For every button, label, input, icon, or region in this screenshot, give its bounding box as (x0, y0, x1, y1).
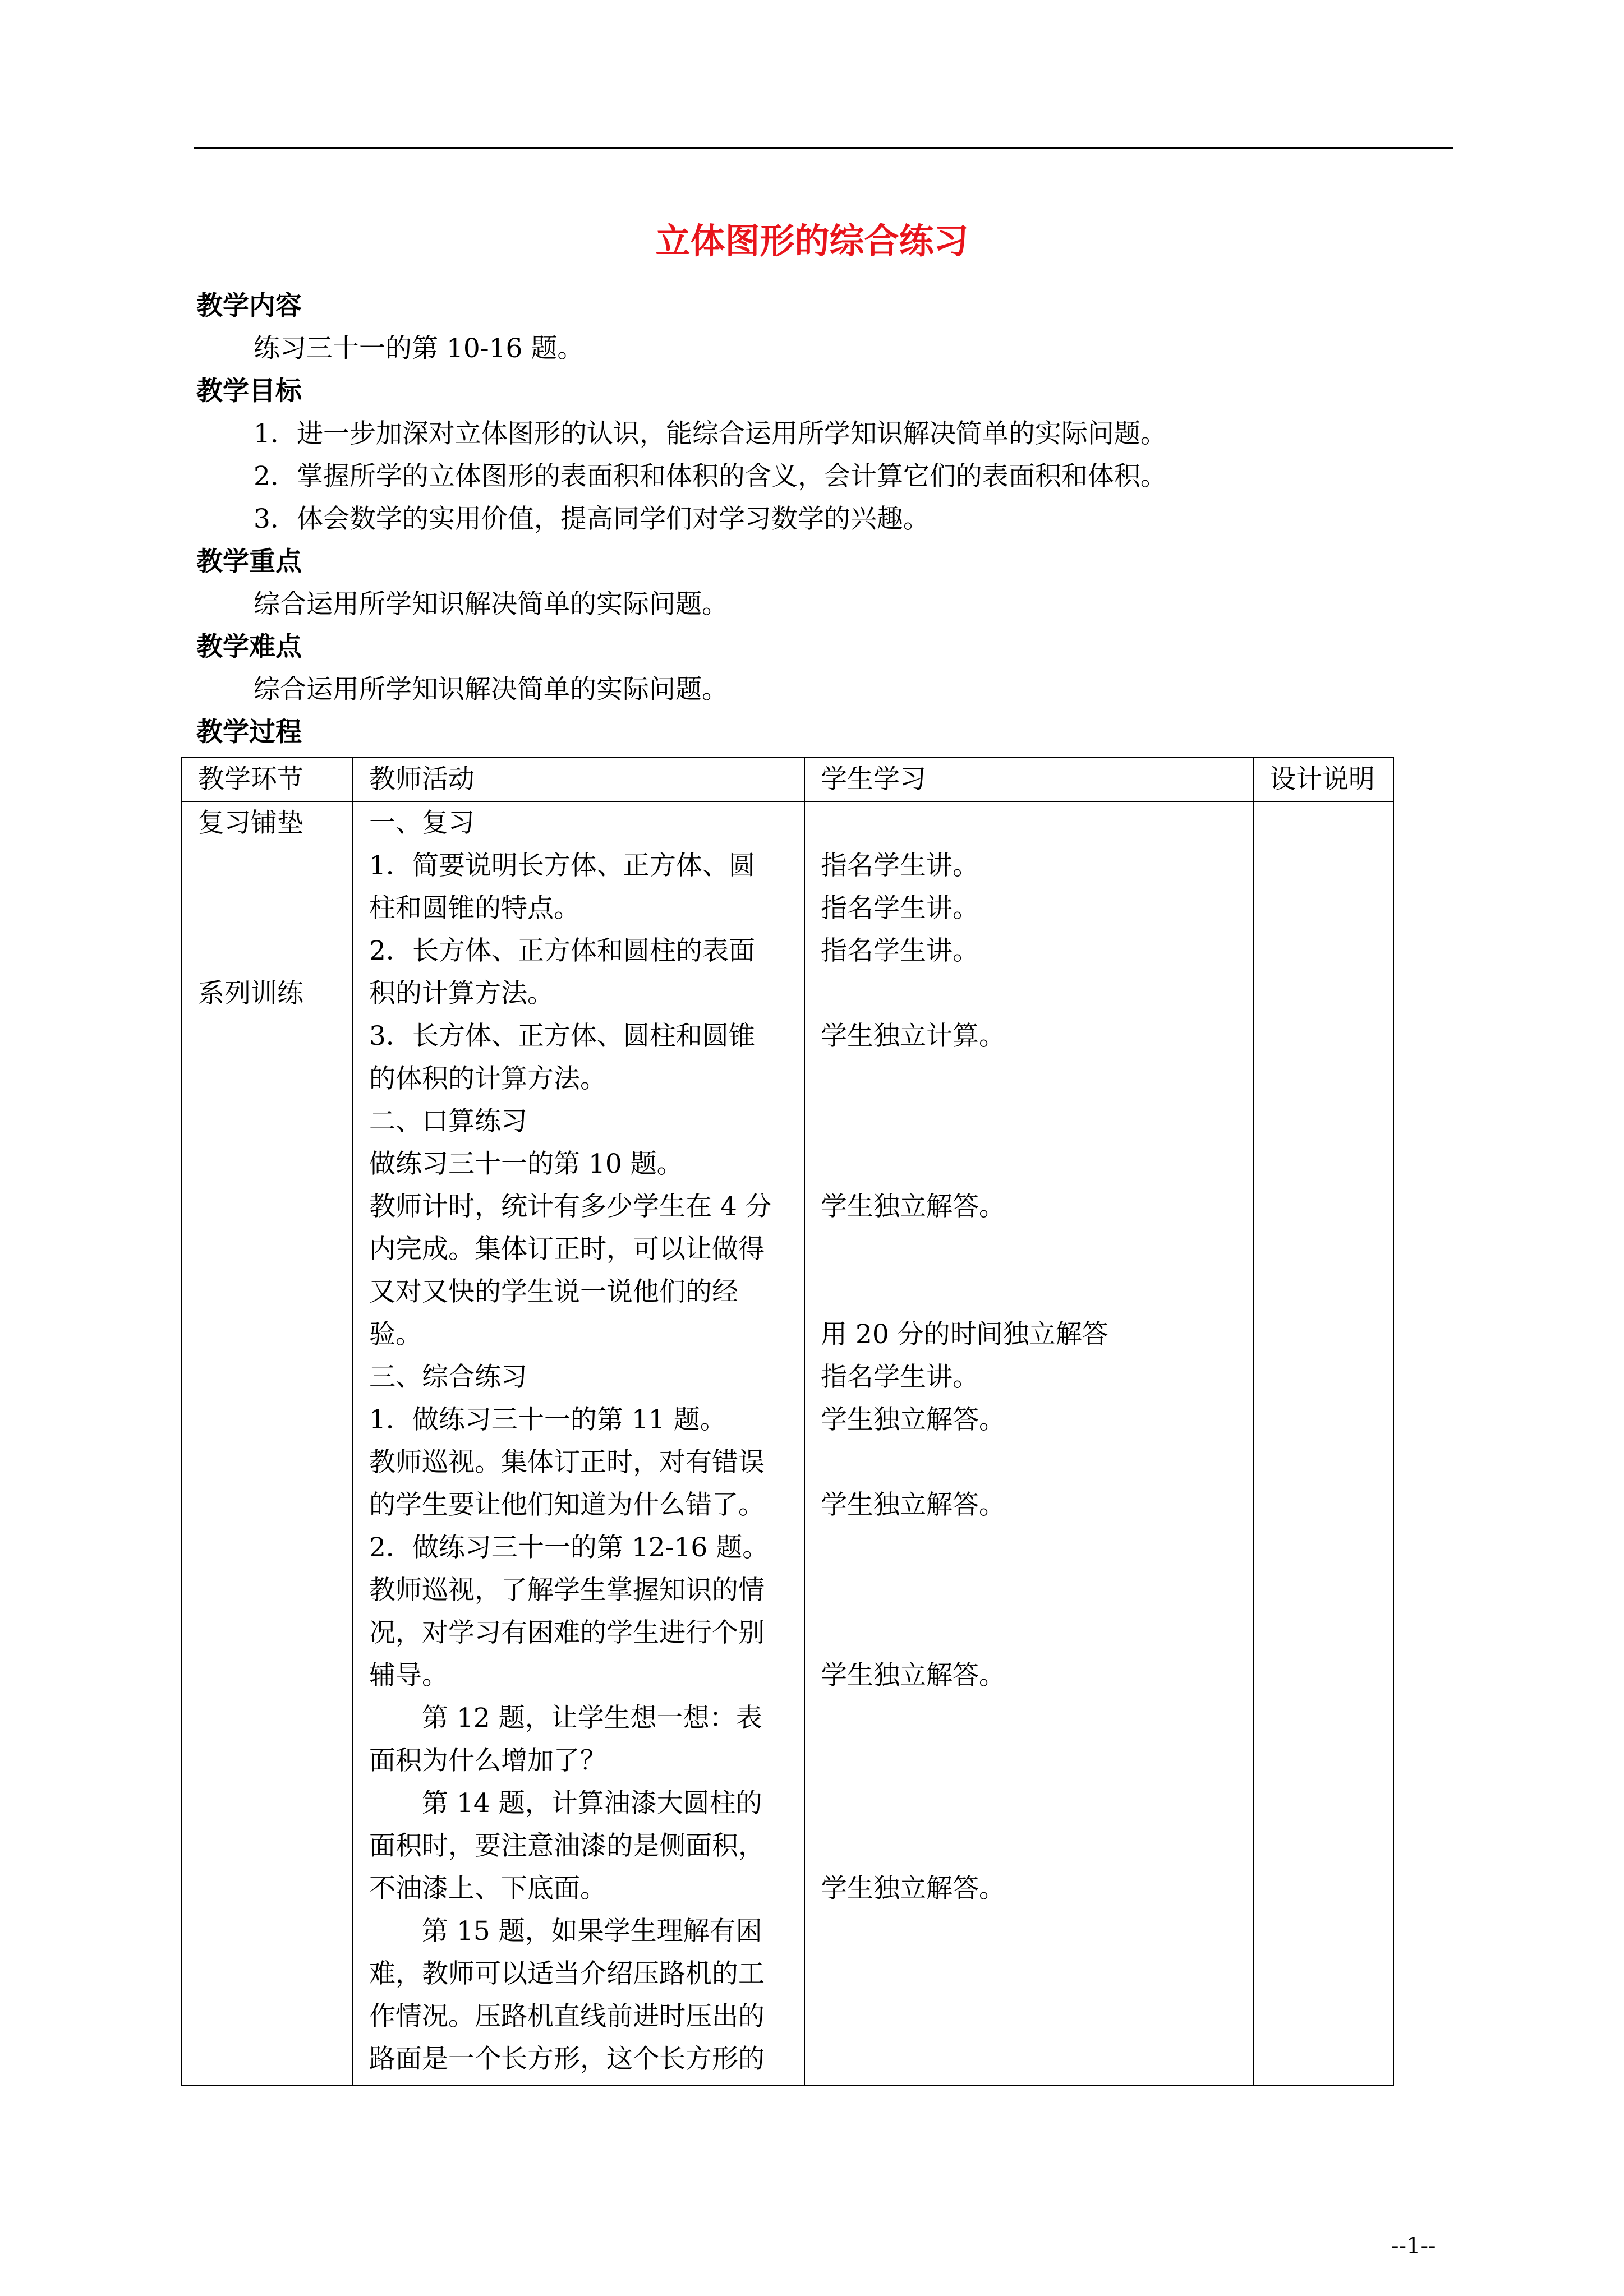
student-line (821, 1228, 1247, 1271)
teacher-line: 三、综合练习 (369, 1362, 527, 1393)
teacher-line: 又对又快的学生说一说他们的经 (369, 1276, 738, 1307)
process-table (181, 757, 1394, 2086)
table-header-row (182, 758, 1393, 801)
content-text: 练习三十一的第 10-16 题。 (254, 333, 584, 364)
stage-line: 复习铺垫 (198, 808, 303, 838)
student-line (821, 1058, 1247, 1100)
teacher-line: 的学生要让他们知道为什么错了。 (369, 1490, 765, 1520)
notes-cell (1253, 801, 1393, 2086)
student-line: 指名学生讲。 (821, 1362, 979, 1393)
goals-heading: 教学目标 (196, 376, 302, 407)
teacher-line: 1．做练习三十一的第 11 题。 (369, 1404, 726, 1435)
student-line (821, 1527, 1247, 1569)
student-line: 用 20 分的时间独立解答 (821, 1319, 1108, 1350)
header-notes: 设计说明 (1253, 758, 1393, 801)
student-line (821, 1100, 1247, 1143)
student-line (821, 1612, 1247, 1654)
key-heading: 教学重点 (196, 546, 302, 577)
teacher-line: 一、复习 (369, 808, 475, 838)
teacher-line: 的体积的计算方法。 (369, 1063, 606, 1094)
teacher-line: 辅导。 (369, 1660, 448, 1691)
goal-item-3: 3．体会数学的实用价值，提高同学们对学习数学的兴趣。 (254, 504, 930, 534)
teacher-line: 面积时，要注意油漆的是侧面积， (369, 1831, 765, 1861)
student-line (821, 802, 1247, 845)
student-line: 学生独立解答。 (821, 1404, 1005, 1435)
table-body-row (182, 801, 1393, 2086)
stage-line (198, 845, 347, 887)
teacher-line: 教师巡视，了解学生掌握知识的情 (369, 1575, 765, 1606)
goal-item-1: 1．进一步加深对立体图形的认识，能综合运用所学知识解决简单的实际问题。 (254, 418, 1167, 449)
teacher-line: 作情况。压路机直线前进时压出的 (369, 2001, 765, 2032)
teacher-line: 难，教师可以适当介绍压路机的工 (369, 1958, 765, 1989)
student-line (821, 1271, 1247, 1313)
teacher-line: 第 15 题，如果学生理解有困 (369, 1916, 762, 1947)
student-line: 学生独立解答。 (821, 1191, 1005, 1222)
student-line: 学生独立解答。 (821, 1873, 1005, 1904)
student-line (821, 1569, 1247, 1612)
student-line: 指名学生讲。 (821, 893, 979, 924)
teacher-line: 2．长方体、正方体和圆柱的表面 (369, 935, 755, 966)
student-cell (804, 801, 1253, 2086)
header-rule (194, 147, 1453, 149)
difficulty-heading: 教学难点 (196, 631, 302, 662)
page-title: 立体图形的综合练习 (655, 220, 969, 261)
student-line: 指名学生讲。 (821, 935, 979, 966)
student-line (821, 1782, 1247, 1825)
student-line: 学生独立解答。 (821, 1660, 1005, 1691)
key-text: 综合运用所学知识解决简单的实际问题。 (254, 589, 728, 620)
teacher-line: 教师计时，统计有多少学生在 4 分 (369, 1191, 772, 1222)
teacher-line: 二、口算练习 (369, 1106, 527, 1137)
teacher-line: 第 12 题，让学生想一想：表 (369, 1703, 762, 1733)
student-line (821, 1740, 1247, 1782)
student-line (821, 972, 1247, 1015)
header-student: 学生学习 (804, 758, 1253, 801)
student-line: 学生独立计算。 (821, 1021, 1005, 1052)
teacher-line: 2．做练习三十一的第 12-16 题。 (369, 1532, 769, 1563)
teacher-line: 验。 (369, 1319, 422, 1350)
teacher-line: 内完成。集体订正时，可以让做得 (369, 1234, 765, 1265)
teacher-line: 3．长方体、正方体、圆柱和圆锥 (369, 1021, 755, 1052)
teacher-line: 路面是一个长方形，这个长方形的 (369, 2044, 765, 2074)
stage-line (198, 930, 347, 972)
student-line (821, 1143, 1247, 1186)
teacher-line: 不油漆上、下底面。 (369, 1873, 606, 1904)
header-stage: 教学环节 (182, 758, 353, 801)
stage-line: 系列训练 (198, 978, 303, 1009)
student-line (821, 1825, 1247, 1868)
content-heading: 教学内容 (196, 291, 302, 321)
teacher-line: 1．简要说明长方体、正方体、圆 (369, 850, 755, 881)
teacher-line: 做练习三十一的第 10 题。 (369, 1149, 683, 1179)
student-line (821, 1441, 1247, 1484)
process-heading: 教学过程 (196, 717, 302, 748)
teacher-line: 况，对学习有困难的学生进行个别 (369, 1617, 765, 1648)
teacher-line: 积的计算方法。 (369, 978, 554, 1009)
header-teacher: 教师活动 (353, 758, 804, 801)
student-line (821, 1697, 1247, 1740)
teacher-line: 面积为什么增加了？ (369, 1745, 606, 1776)
student-line: 学生独立解答。 (821, 1490, 1005, 1520)
stage-line (198, 887, 347, 930)
student-line: 指名学生讲。 (821, 850, 979, 881)
teacher-line: 柱和圆锥的特点。 (369, 893, 580, 924)
page-number: --1-- (1391, 2233, 1436, 2259)
goal-item-2: 2．掌握所学的立体图形的表面积和体积的含义，会计算它们的表面积和体积。 (254, 461, 1167, 492)
stage-cell (182, 801, 353, 2086)
difficulty-text: 综合运用所学知识解决简单的实际问题。 (254, 674, 728, 705)
teacher-line: 教师巡视。集体订正时，对有错误 (369, 1447, 765, 1478)
teacher-line: 第 14 题，计算油漆大圆柱的 (369, 1788, 762, 1819)
teacher-cell (353, 801, 804, 2086)
